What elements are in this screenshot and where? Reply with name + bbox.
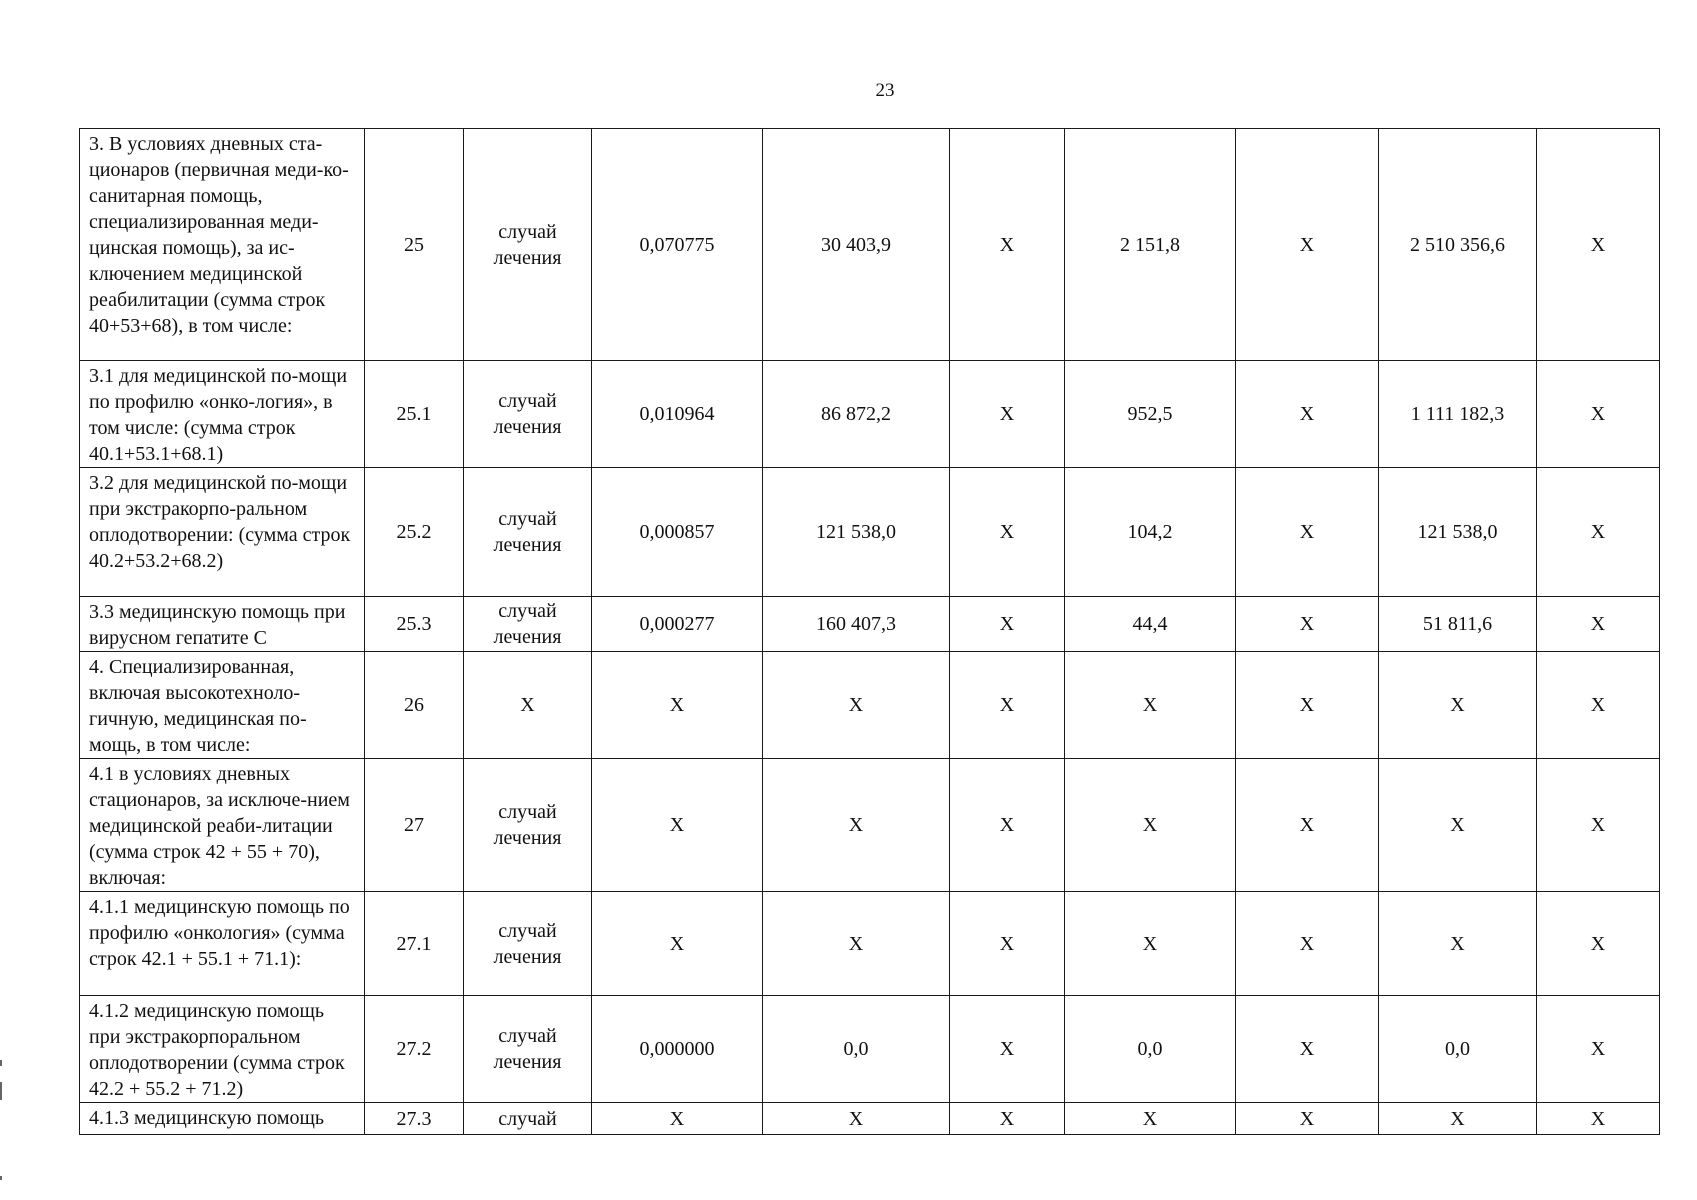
value-cell: X bbox=[950, 597, 1065, 652]
value-cell: X bbox=[950, 468, 1065, 597]
unit-cell: случай лечения bbox=[464, 129, 592, 361]
row-name-cell: 4.1 в условиях дневных стационаров, за исключе-нием медицинской реаби-литации (сумма строк 42 + 55 + 70), включая: bbox=[80, 759, 365, 892]
line-number-cell: 26 bbox=[365, 652, 464, 759]
value-cell: X bbox=[1537, 597, 1660, 652]
value-cell: 0,010964 bbox=[592, 361, 763, 468]
value-cell: X bbox=[592, 1103, 763, 1135]
unit-cell: случай лечения bbox=[464, 597, 592, 652]
value-cell: X bbox=[1379, 652, 1537, 759]
value-cell: X bbox=[1236, 129, 1379, 361]
value-cell: X bbox=[1236, 652, 1379, 759]
value-cell: X bbox=[763, 892, 950, 996]
value-cell: X bbox=[1236, 468, 1379, 597]
row-name-cell: 4.1.1 медицинскую помощь по профилю «онкология» (сумма строк 42.1 + 55.1 + 71.1): bbox=[80, 892, 365, 996]
table-row bbox=[80, 1103, 1660, 1135]
row-name-cell: 3.2 для медицинской по-мощи при экстракорпо-ральном оплодотворении: (сумма строк 40.2+53.2+68.2) bbox=[80, 468, 365, 597]
row-name-cell: 4. Специализированная, включая высокотехноло-гичную, медицинская по-мощь, в том числе: bbox=[80, 652, 365, 759]
line-number-cell: 27.2 bbox=[365, 996, 464, 1103]
table-row bbox=[80, 129, 1660, 361]
row-name-cell: 3. В условиях дневных ста-ционаров (первичная меди-ко-санитарная помощь, специализированная меди-цинская помощь), за ис-ключением медицинской реабилитации (сумма строк 40+53+68), в том числе: bbox=[80, 129, 365, 361]
value-cell: 44,4 bbox=[1065, 597, 1236, 652]
unit-cell: случай лечения bbox=[464, 996, 592, 1103]
value-cell: 51 811,6 bbox=[1379, 597, 1537, 652]
table-row bbox=[80, 597, 1660, 652]
value-cell: X bbox=[1065, 1103, 1236, 1135]
value-cell: 0,000277 bbox=[592, 597, 763, 652]
value-cell: X bbox=[950, 892, 1065, 996]
scan-edge-mark bbox=[0, 1082, 2, 1100]
value-cell: X bbox=[1537, 759, 1660, 892]
value-cell: X bbox=[1065, 759, 1236, 892]
value-cell: X bbox=[950, 652, 1065, 759]
value-cell: X bbox=[1379, 759, 1537, 892]
value-cell: 952,5 bbox=[1065, 361, 1236, 468]
data-table bbox=[79, 128, 1660, 1135]
value-cell: X bbox=[1236, 759, 1379, 892]
value-cell: 0,0 bbox=[1379, 996, 1537, 1103]
unit-cell: X bbox=[464, 652, 592, 759]
line-number-cell: 25.2 bbox=[365, 468, 464, 597]
line-number-cell: 25 bbox=[365, 129, 464, 361]
value-cell: X bbox=[1236, 892, 1379, 996]
value-cell: 2 151,8 bbox=[1065, 129, 1236, 361]
value-cell: 104,2 bbox=[1065, 468, 1236, 597]
unit-cell: случай лечения bbox=[464, 361, 592, 468]
table-row bbox=[80, 759, 1660, 892]
table-row bbox=[80, 468, 1660, 597]
unit-cell: случай лечения bbox=[464, 759, 592, 892]
value-cell: X bbox=[950, 759, 1065, 892]
value-cell: X bbox=[950, 129, 1065, 361]
value-cell: 0,0 bbox=[763, 996, 950, 1103]
value-cell: 86 872,2 bbox=[763, 361, 950, 468]
value-cell: 121 538,0 bbox=[1379, 468, 1537, 597]
unit-cell: случай лечения bbox=[464, 892, 592, 996]
table-body bbox=[80, 129, 1660, 1135]
page-number: 23 bbox=[875, 80, 895, 101]
value-cell: X bbox=[1537, 1103, 1660, 1135]
table-row bbox=[80, 361, 1660, 468]
value-cell: X bbox=[763, 652, 950, 759]
line-number-cell: 27.3 bbox=[365, 1103, 464, 1135]
value-cell: X bbox=[1537, 996, 1660, 1103]
value-cell: X bbox=[1537, 892, 1660, 996]
value-cell: X bbox=[1537, 129, 1660, 361]
value-cell: X bbox=[950, 361, 1065, 468]
line-number-cell: 25.1 bbox=[365, 361, 464, 468]
value-cell: 0,000000 bbox=[592, 996, 763, 1103]
value-cell: X bbox=[1065, 652, 1236, 759]
value-cell: X bbox=[1236, 996, 1379, 1103]
value-cell: 0,000857 bbox=[592, 468, 763, 597]
value-cell: X bbox=[950, 996, 1065, 1103]
unit-cell: случай лечения bbox=[464, 468, 592, 597]
table-row bbox=[80, 652, 1660, 759]
table-row bbox=[80, 996, 1660, 1103]
row-name-cell: 3.1 для медицинской по-мощи по профилю «онко-логия», в том числе: (сумма строк 40.1+53.1+68.1) bbox=[80, 361, 365, 468]
table-row bbox=[80, 892, 1660, 996]
value-cell: 0,0 bbox=[1065, 996, 1236, 1103]
value-cell: X bbox=[1379, 1103, 1537, 1135]
value-cell: X bbox=[1236, 1103, 1379, 1135]
value-cell: X bbox=[763, 759, 950, 892]
row-name-cell: 3.3 медицинскую помощь при вирусном гепатите С bbox=[80, 597, 365, 652]
value-cell: 1 111 182,3 bbox=[1379, 361, 1537, 468]
line-number-cell: 27.1 bbox=[365, 892, 464, 996]
value-cell: X bbox=[1065, 892, 1236, 996]
value-cell: 2 510 356,6 bbox=[1379, 129, 1537, 361]
line-number-cell: 25.3 bbox=[365, 597, 464, 652]
value-cell: X bbox=[950, 1103, 1065, 1135]
value-cell: X bbox=[1537, 361, 1660, 468]
value-cell: X bbox=[1236, 361, 1379, 468]
row-name-cell: 4.1.2 медицинскую помощь при экстракорпоральном оплодотворении (сумма строк 42.2 + 55.2 + 71.2) bbox=[80, 996, 365, 1103]
value-cell: X bbox=[1379, 892, 1537, 996]
unit-cell: случай bbox=[464, 1103, 592, 1135]
value-cell: 160 407,3 bbox=[763, 597, 950, 652]
value-cell: X bbox=[763, 1103, 950, 1135]
value-cell: 30 403,9 bbox=[763, 129, 950, 361]
value-cell: X bbox=[592, 652, 763, 759]
value-cell: X bbox=[1236, 597, 1379, 652]
value-cell: 0,070775 bbox=[592, 129, 763, 361]
value-cell: X bbox=[592, 759, 763, 892]
value-cell: X bbox=[1537, 468, 1660, 597]
value-cell: 121 538,0 bbox=[763, 468, 950, 597]
value-cell: X bbox=[592, 892, 763, 996]
row-name-cell: 4.1.3 медицинскую помощь bbox=[80, 1103, 365, 1135]
line-number-cell: 27 bbox=[365, 759, 464, 892]
scan-edge-mark bbox=[0, 1060, 2, 1066]
scan-edge-mark bbox=[0, 1176, 2, 1180]
value-cell: X bbox=[1537, 652, 1660, 759]
